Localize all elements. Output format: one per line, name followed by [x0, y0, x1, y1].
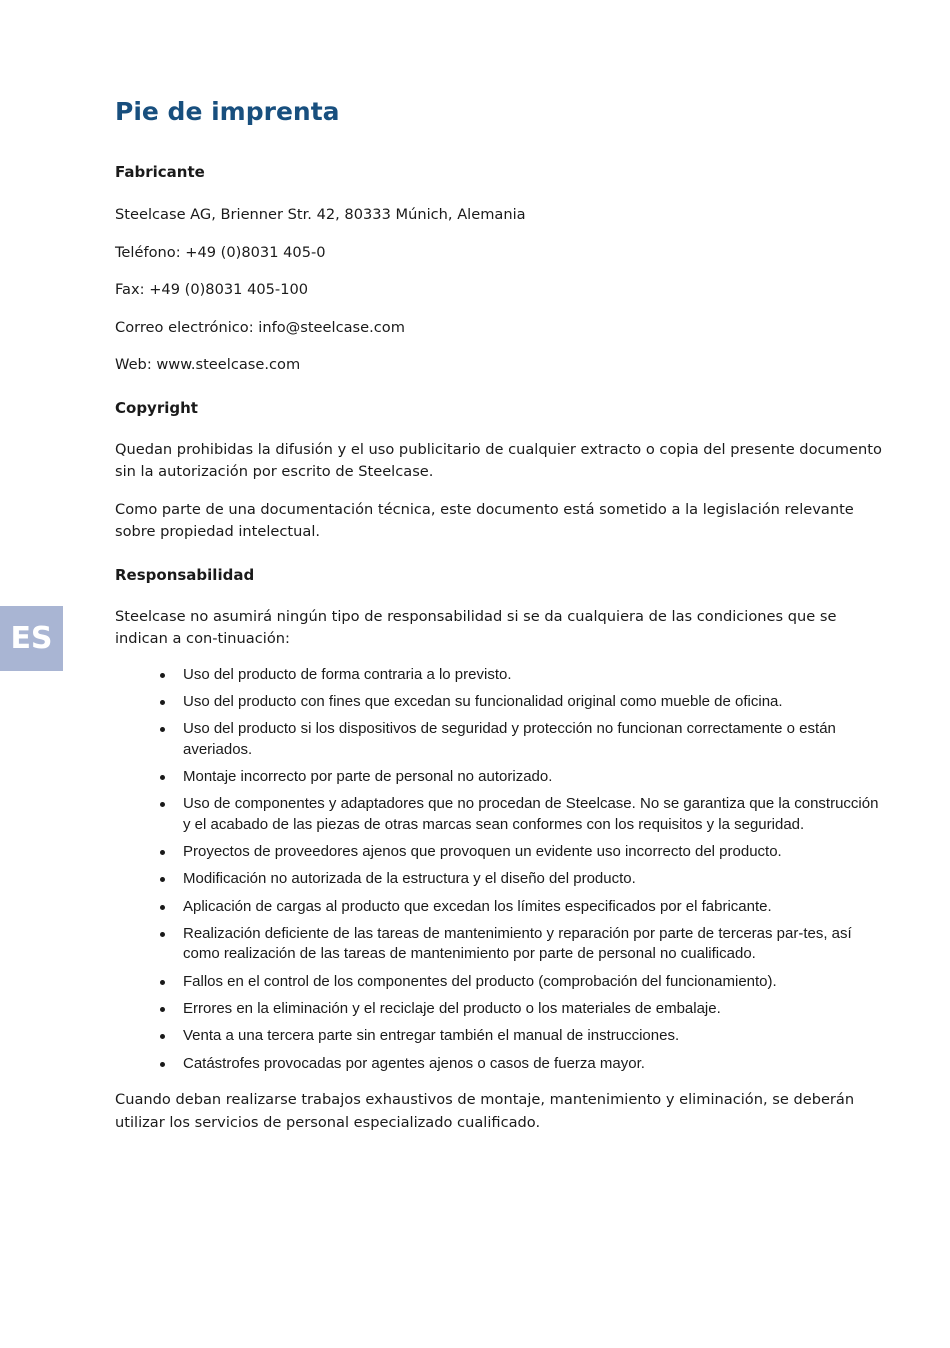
liability-intro: Steelcase no asumirá ningún tipo de responsabilidad si se da cualquiera de las condiciones que se indican a con-tinuación: [115, 607, 837, 647]
list-item: Venta a una tercera parte sin entregar también el manual de instrucciones. [115, 1026, 885, 1047]
copyright-paragraph: Como parte de una documentación técnica, este documento está sometido a la legislación relevante sobre propiedad intelectual. [115, 500, 854, 540]
phone-line: Teléfono: +49 (0)8031 405-0 [115, 243, 326, 261]
web-line: Web: www.steelcase.com [115, 356, 301, 373]
list-item: Uso de componentes y adaptadores que no procedan de Steelcase. No se garantiza que la construcción y el acabado de las piezas de otras marcas sean conformes con los requisitos y la seguridad. [115, 794, 885, 835]
list-item: Aplicación de cargas al producto que excedan los límites especificados por el fabricante. [115, 897, 885, 918]
list-item: Uso del producto con fines que excedan su funcionalidad original como mueble de oficina. [115, 692, 885, 713]
liability-heading: Responsabilidad [115, 565, 255, 584]
copyright-paragraph: Quedan prohibidas la difusión y el uso publicitario de cualquier extracto o copia del presente documento sin la autorización por escrito de Steelcase. [115, 440, 882, 480]
list-item: Modificación no autorizada de la estructura y el diseño del producto. [115, 869, 885, 890]
copyright-section [115, 439, 885, 544]
language-tab: ES [0, 606, 63, 671]
list-item: Proyectos de proveedores ajenos que provoquen un evidente uso incorrecto del producto. [115, 842, 885, 863]
manufacturer-contact [115, 204, 885, 377]
liability-list [115, 665, 885, 1075]
fax-line: Fax: +49 (0)8031 405-100 [115, 281, 309, 298]
closing-paragraph: Cuando deban realizarse trabajos exhaustivos de montaje, mantenimiento y eliminación, se deberán utilizar los servicios de personal especializado cualificado. [115, 1091, 855, 1131]
list-item: Fallos en el control de los componentes del producto (comprobación del funcionamiento). [115, 972, 885, 993]
list-item: Catástrofes provocadas por agentes ajenos o casos de fuerza mayor. [115, 1054, 885, 1075]
email-line: Correo electrónico: info@steelcase.com [115, 318, 405, 336]
manufacturer-heading: Fabricante [115, 163, 205, 181]
address-line: Steelcase AG, Brienner Str. 42, 80333 Múnich, Alemania [115, 206, 526, 223]
copyright-heading: Copyright [115, 398, 198, 417]
imprint-page [115, 96, 885, 1134]
list-item: Uso del producto si los dispositivos de seguridad y protección no funcionan correctamente o están averiados. [115, 719, 885, 760]
list-item: Realización deficiente de las tareas de mantenimiento y reparación por parte de terceras par-tes, así como realización de las tareas de mantenimiento por parte de personal no cualificado. [115, 924, 885, 965]
list-item: Montaje incorrecto por parte de personal no autorizado. [115, 767, 885, 788]
list-item: Uso del producto de forma contraria a lo previsto. [115, 665, 885, 686]
page-title: Pie de imprenta [115, 97, 340, 126]
list-item: Errores en la eliminación y el reciclaje del producto o los materiales de embalaje. [115, 999, 885, 1020]
